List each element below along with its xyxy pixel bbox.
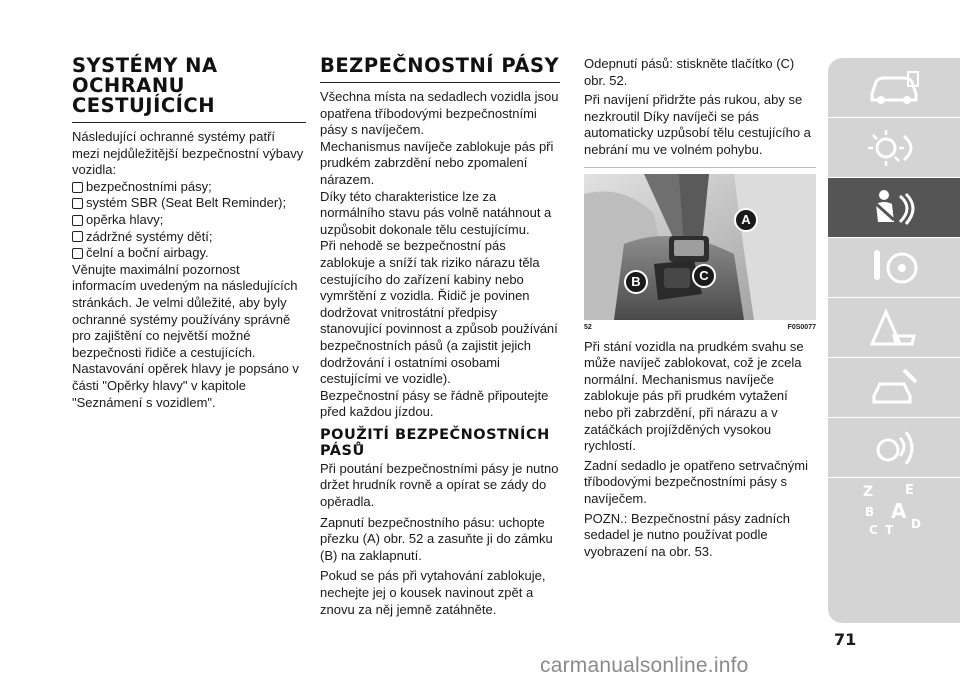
callout-c: C: [692, 264, 716, 288]
paragraph: Bezpečnostní pásy se řádně připoutejte před každou jízdou.: [320, 387, 549, 420]
page-number: 71: [834, 630, 857, 649]
index-letter: E: [905, 482, 914, 498]
figure-52: [584, 167, 816, 331]
paragraph: Při navíjení přidržte pás rukou, aby se nezkroutil Díky navíječi se pás automaticky uzpůsobí tělu cestujícího a nebrání mu ve volném pohybu.: [584, 92, 811, 157]
paragraph: POZN.: Bezpečnostní pásy zadních sedadel je nutno používat podle vyobrazení na obr. 53.: [584, 510, 790, 559]
paragraph: Při poutání bezpečnostními pásy je nutno držet hrudník rovně a opírat se zády do opěradla.: [320, 460, 559, 510]
callout-a: A: [734, 208, 758, 232]
protection-list: [72, 179, 306, 262]
paragraph: Zapnutí bezpečnostního pásu: uchopte přezku (A) obr. 52 a zasuňte ji do zámku (B) na zaklapnutí.: [320, 514, 553, 563]
checkbox-bullet-icon: [72, 215, 83, 226]
checkbox-bullet-icon: [72, 198, 83, 209]
key-steering-icon: [864, 246, 924, 290]
checkbox-bullet-icon: [72, 248, 83, 259]
seatbelt-illustration: [584, 174, 816, 320]
paragraph: Nastavování opěrek hlavy je popsáno v části "Opěrky hlavy" v kapitole "Seznámení s vozidlem".: [72, 361, 299, 410]
seatbelt-buckle-photo: [584, 174, 816, 320]
car-icon: [864, 68, 924, 108]
figure-code: F0S0077: [787, 323, 816, 331]
paragraph: Při stání vozidla na prudkém svahu se může navíječ zablokovat, což je zcela normální. Mechanismus navíječe zablokuje pás při prudkém vytažení nebo při zabrzdění, při nárazu a v zatáčkách projížděných vysokou rychlostí.: [584, 338, 804, 454]
paragraph: Zadní sedadlo je opatřeno setrvačnými tříbodovými bezpečnostními pásy s navíječem.: [584, 457, 809, 506]
tab-seatbelt-airbag[interactable]: [828, 178, 960, 238]
index-letter: Z: [863, 483, 874, 500]
list-item: zádržné systémy dětí;: [72, 229, 306, 246]
tab-warning-lights[interactable]: [828, 118, 960, 178]
tab-warning-triangle[interactable]: [828, 298, 960, 358]
media-icon: [864, 426, 924, 470]
paragraph: Pokud se pás při vytahování zablokuje, nechejte jej o kousek navinout zpět a znovu za něj jemně zatáhněte.: [320, 568, 546, 617]
watermark: carmanualsonline.info: [540, 654, 749, 677]
subsection-title-usage: POUŽITÍ BEZPEČNOSTNÍCH PÁSŮ: [320, 426, 550, 459]
seatbelt-airbag-icon: [864, 186, 924, 230]
column-seatbelts-cont: [584, 56, 816, 560]
tab-wrench-car[interactable]: [828, 358, 960, 418]
index-letter: C: [869, 522, 878, 536]
index-letter: A: [891, 498, 907, 523]
section-title-seatbelts: BEZPEČNOSTNÍ PÁSY: [320, 56, 560, 83]
paragraph: Věnujte maximální pozornost informacím uvedeným na následujících stránkách. Je velmi důležité, aby byly ochranné systémy používány správně pro zajištění co největší možné bezpečnosti řidiče a cestujících.: [72, 261, 298, 360]
column-seatbelts: [320, 56, 560, 618]
paragraph: Při nehodě se bezpečnostní pás zablokuje a sníží tak riziko nárazu těla cestujícího do zařízení kabiny nebo vymrštění z vozidla. Řidič je povinen dodržovat vnitrostátní předpisy stanovující povinnost a způsob používání bezpečnostních pásů (a zajistit jejich dodržování i ostatními osobami cestujícími ve vozidle).: [320, 238, 558, 387]
warning-triangle-icon: [864, 306, 924, 350]
wrench-car-icon: [864, 366, 924, 410]
paragraph: Mechanismus navíječe zablokuje pás při prudkém zabrzdění nebo zpomalení nárazem.: [320, 138, 554, 187]
index-letter: B: [865, 504, 875, 519]
list-item: čelní a boční airbagy.: [72, 245, 306, 262]
checkbox-bullet-icon: [72, 231, 83, 242]
paragraph: Odepnutí pásů: stiskněte tlačítko (C) obr. 52.: [584, 56, 795, 88]
paragraph: Díky této charakteristice lze za normálního stavu pás volně natáhnout a uzpůsobit dokonale tělu cestujícímu.: [320, 188, 552, 237]
tab-car[interactable]: [828, 58, 960, 118]
list-item: opěrka hlavy;: [72, 212, 306, 229]
warning-lights-icon: [864, 126, 924, 170]
tab-index[interactable]: [828, 478, 960, 537]
index-letter: T: [885, 522, 894, 536]
chapter-tabs: [828, 58, 960, 623]
index-letter: D: [911, 516, 921, 531]
list-item: systém SBR (Seat Belt Reminder);: [72, 195, 306, 212]
column-protection-systems: [72, 56, 306, 411]
section-title-protection: SYSTÉMY NA OCHRANU CESTUJÍCÍCH: [72, 56, 306, 123]
callout-b: B: [624, 270, 648, 294]
index-letters-icon: [859, 480, 929, 536]
figure-caption: [584, 324, 816, 331]
paragraph: Všechna místa na sedadlech vozidla jsou opatřena tříbodovými bezpečnostními pásy s navíječem.: [320, 89, 559, 138]
figure-number: 52: [584, 323, 592, 331]
tab-media[interactable]: [828, 418, 960, 478]
intro-paragraph: Následující ochranné systémy patří mezi nejdůležitější bezpečnostní výbavy vozidla:: [72, 129, 304, 178]
tab-key-steering[interactable]: [828, 238, 960, 298]
list-item: bezpečnostními pásy;: [72, 179, 306, 196]
checkbox-bullet-icon: [72, 182, 83, 193]
